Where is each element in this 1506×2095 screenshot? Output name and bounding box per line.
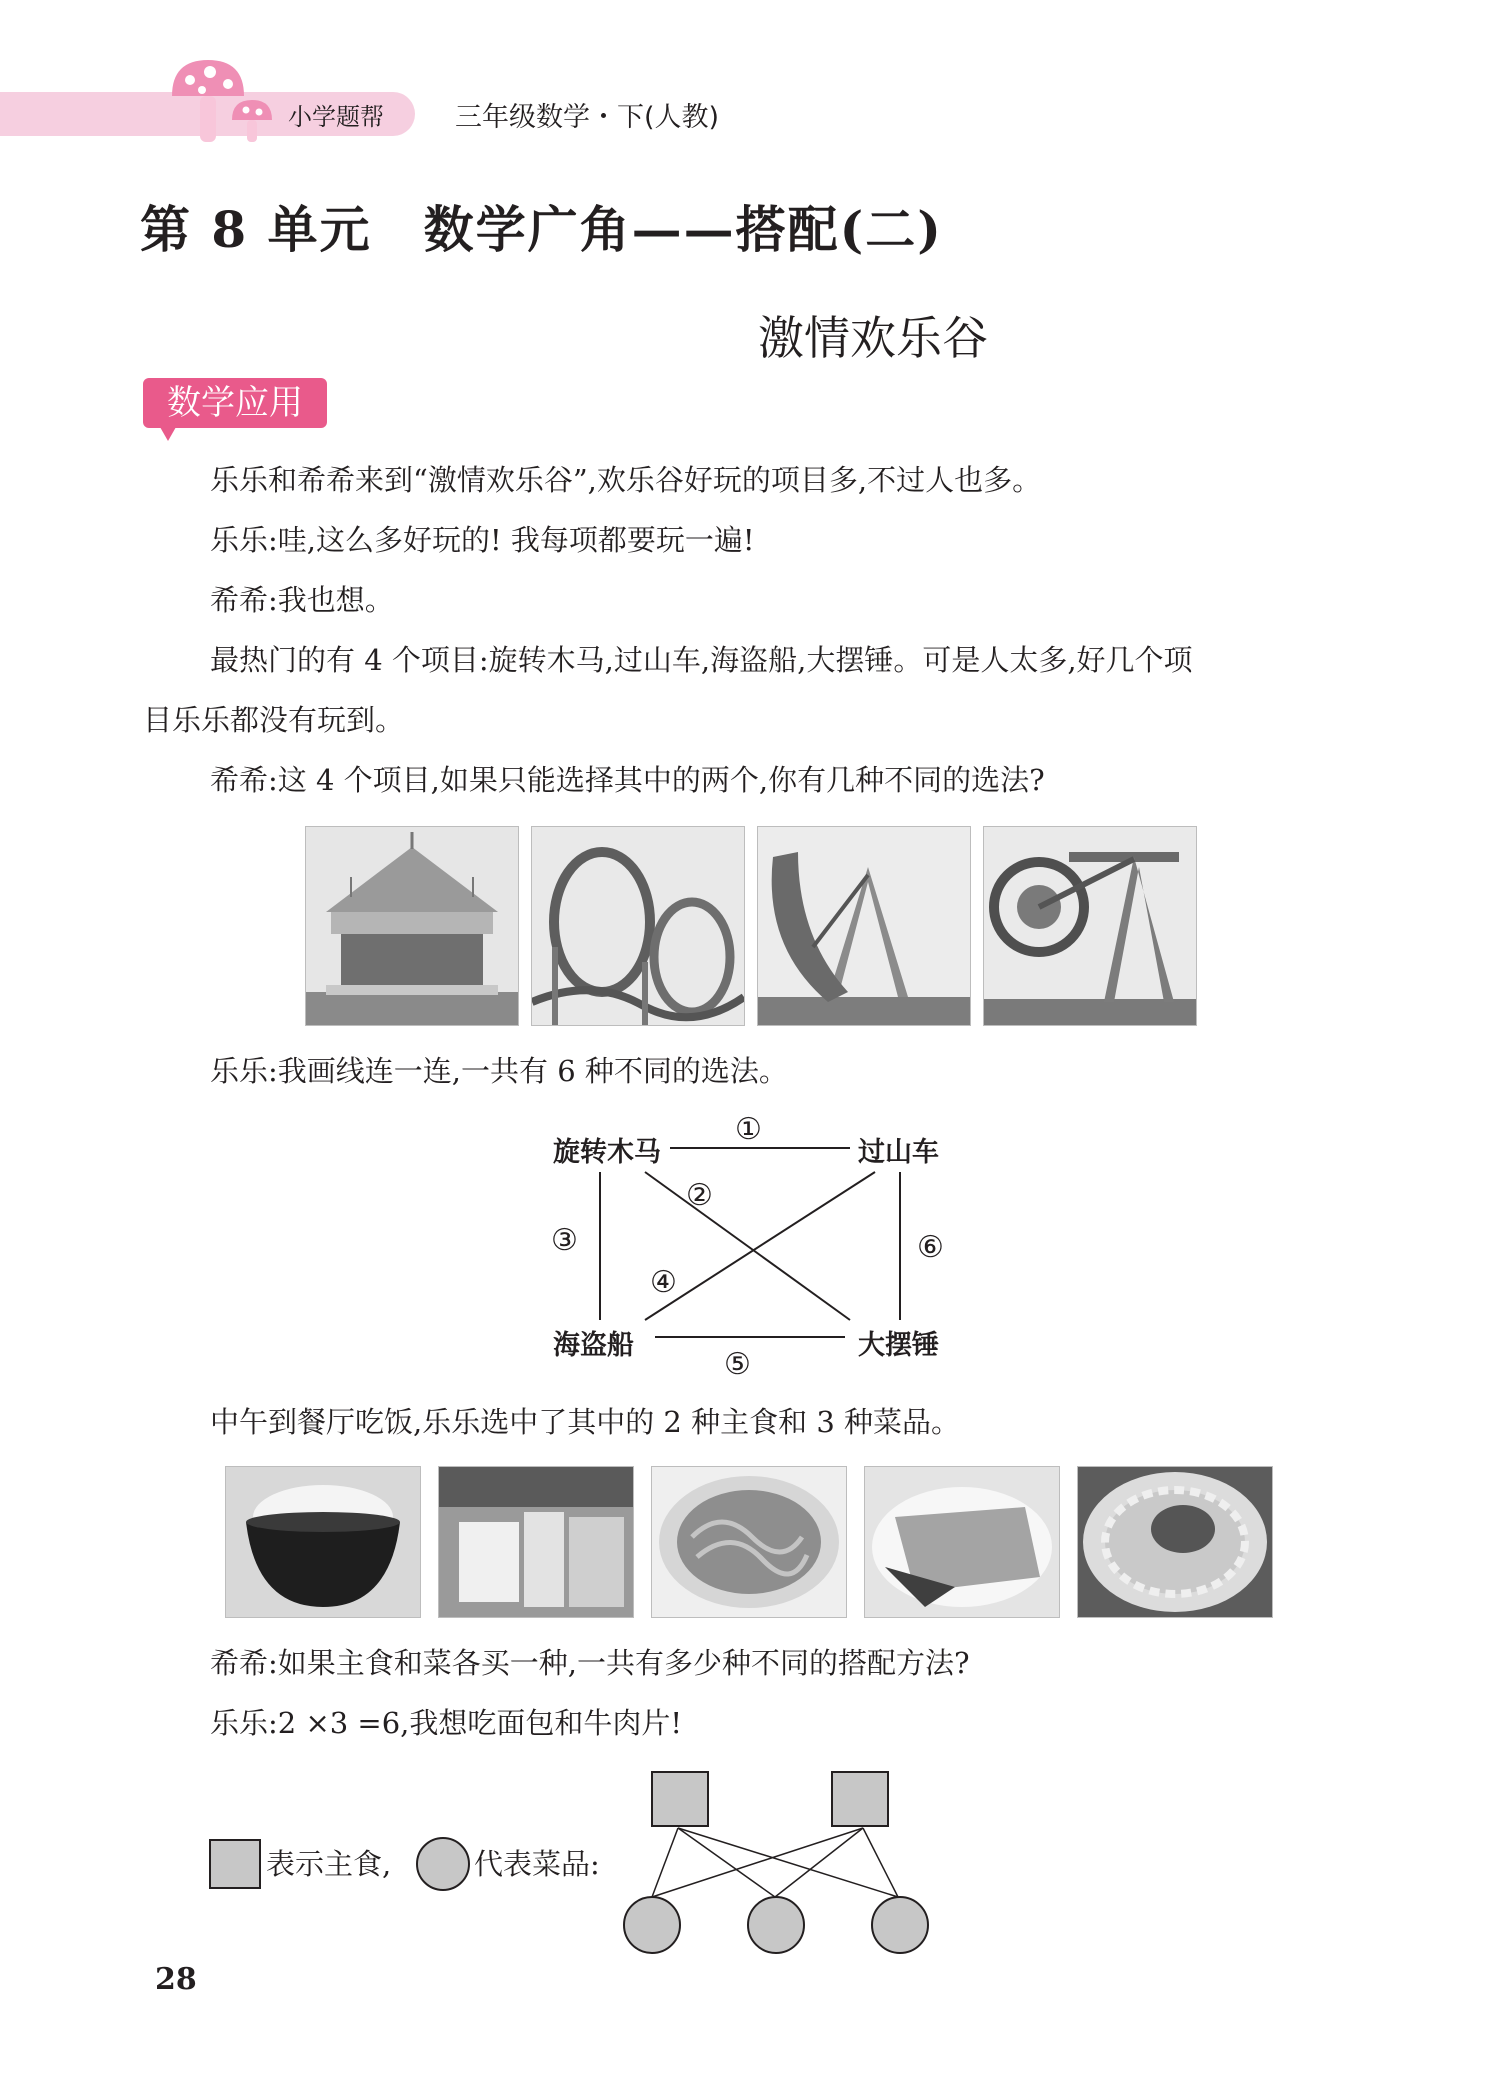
number-6: ⑥ [917, 1230, 944, 1265]
staple-square-2 [832, 1772, 888, 1826]
number-5: ⑤ [724, 1347, 751, 1382]
dish-circle-2 [748, 1897, 804, 1953]
header-book-title: 三年级数学・下(人教) [455, 102, 720, 133]
pirate-ship-photo [757, 826, 971, 1026]
pairing-tree-diagram [620, 1770, 940, 1960]
paragraph-question-2: 希希:如果主食和菜各买一种,一共有多少种不同的搭配方法? [210, 1646, 970, 1680]
node-roller-coaster: 过山车 [858, 1137, 939, 1168]
paragraph-intro: 乐乐和希希来到“激情欢乐谷”,欢乐谷好玩的项目多,不过人也多。 [210, 463, 1042, 497]
dish-circle-3 [872, 1897, 928, 1953]
shrimp-platter-photo [1077, 1466, 1273, 1618]
unit-title: 第 8 单元 数学广角——搭配(二) [140, 200, 943, 259]
paragraph-projects-b: 目乐乐都没有玩到。 [143, 703, 405, 737]
staple-square-1 [652, 1772, 708, 1826]
dish-circle-1 [624, 1897, 680, 1953]
section-tag-tail [160, 427, 176, 441]
mushroom-logo-icon [160, 52, 290, 148]
legend-circle-icon [416, 1837, 470, 1891]
page-number: 28 [155, 1962, 197, 1997]
rice-photo [225, 1466, 421, 1618]
number-2: ② [686, 1178, 713, 1213]
node-carousel: 旋转木马 [553, 1137, 661, 1168]
node-pirate-ship: 海盗船 [553, 1330, 634, 1361]
paragraph-lele-2: 乐乐:我画线连一连,一共有 6 种不同的选法。 [210, 1054, 788, 1088]
line-4 [645, 1172, 875, 1320]
roller-coaster-photo [531, 826, 745, 1026]
section-title: 激情欢乐谷 [758, 311, 988, 365]
legend-square-icon [209, 1839, 261, 1889]
paragraph-lele-3: 乐乐:2 ×3 =6,我想吃面包和牛肉片! [210, 1706, 683, 1740]
legend-circle-text: 代表菜品: [474, 1847, 600, 1881]
paragraph-lele-1: 乐乐:哇,这么多好玩的! 我每项都要玩一遍! [210, 523, 755, 557]
legend-square-text: 表示主食, [266, 1847, 392, 1881]
paragraph-question-1: 希希:这 4 个项目,如果只能选择其中的两个,你有几种不同的选法? [210, 763, 1045, 797]
number-3: ③ [551, 1223, 578, 1258]
beef-slices-photo [864, 1466, 1060, 1618]
header-brand: 小学题帮 [288, 103, 384, 131]
number-4: ④ [650, 1265, 677, 1300]
number-1: ① [735, 1112, 762, 1147]
node-pendulum: 大摆锤 [858, 1330, 939, 1361]
paragraph-projects-a: 最热门的有 4 个项目:旋转木马,过山车,海盗船,大摆锤。可是人太多,好几个项 [210, 643, 1193, 677]
section-tag: 数学应用 [143, 378, 327, 428]
carousel-photo [305, 826, 519, 1026]
pendulum-ride-photo [983, 826, 1197, 1026]
paragraph-lunch: 中午到餐厅吃饭,乐乐选中了其中的 2 种主食和 3 种菜品。 [210, 1405, 960, 1439]
bread-photo [438, 1466, 634, 1618]
paragraph-xixi-1: 希希:我也想。 [210, 583, 394, 617]
noodle-dish-photo [651, 1466, 847, 1618]
